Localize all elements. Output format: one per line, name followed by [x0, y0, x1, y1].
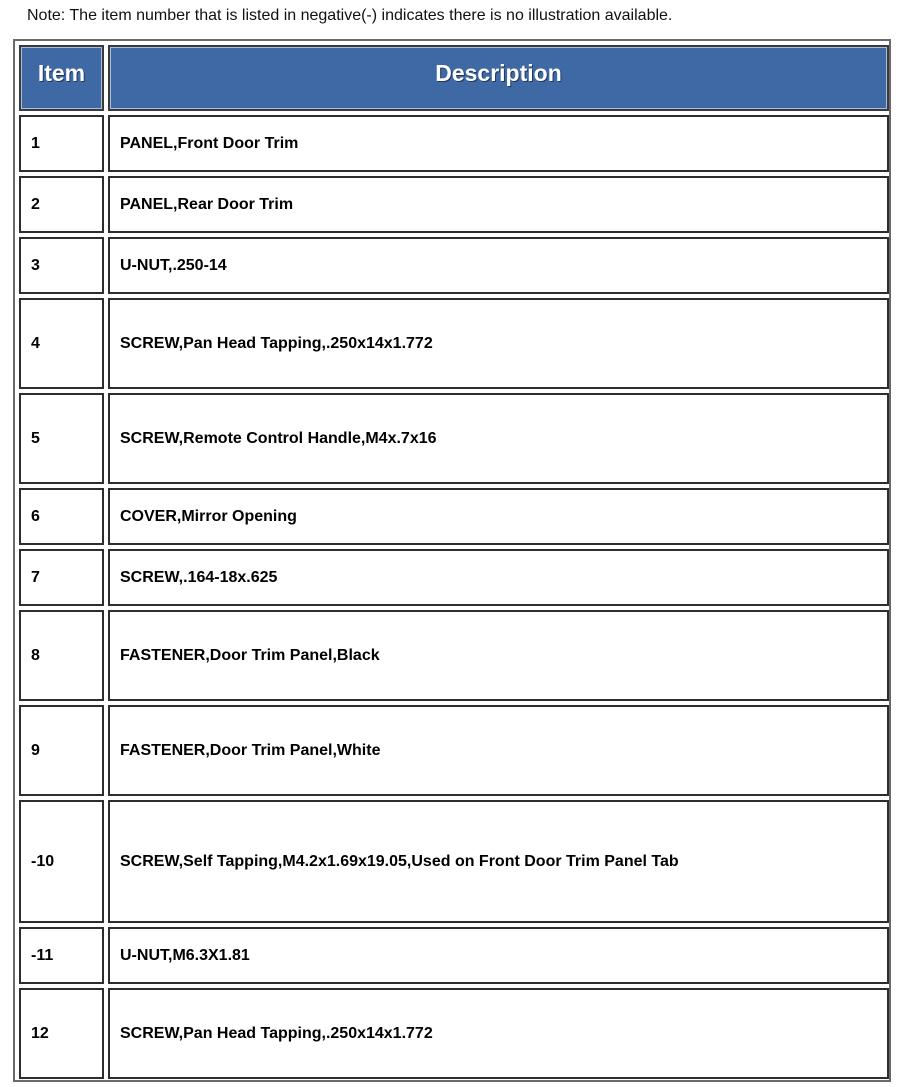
table-body	[19, 115, 889, 1079]
item-number-cell: 2	[19, 176, 104, 233]
description-cell: PANEL,Front Door Trim	[108, 115, 889, 172]
item-number-cell: 8	[19, 610, 104, 701]
table-row	[19, 237, 889, 294]
description-cell: COVER,Mirror Opening	[108, 488, 889, 545]
description-cell: SCREW,Pan Head Tapping,.250x14x1.772	[108, 988, 889, 1079]
note-text: Note: The item number that is listed in negative(-) indicates there is no illustration available.	[27, 7, 673, 24]
table-row	[19, 393, 889, 484]
description-cell: SCREW,Pan Head Tapping,.250x14x1.772	[108, 298, 889, 389]
item-number-cell: 4	[19, 298, 104, 389]
description-cell: SCREW,Remote Control Handle,M4x.7x16	[108, 393, 889, 484]
item-number-cell: 6	[19, 488, 104, 545]
table-row	[19, 705, 889, 796]
table-row	[19, 298, 889, 389]
table-row	[19, 927, 889, 984]
item-number-cell: 3	[19, 237, 104, 294]
table-row	[19, 549, 889, 606]
table-row	[19, 800, 889, 923]
table-row	[19, 176, 889, 233]
description-cell: PANEL,Rear Door Trim	[108, 176, 889, 233]
description-cell: U-NUT,M6.3X1.81	[108, 927, 889, 984]
parts-table-frame	[13, 39, 891, 1082]
item-number-cell: 5	[19, 393, 104, 484]
table-row	[19, 115, 889, 172]
description-cell: FASTENER,Door Trim Panel,White	[108, 705, 889, 796]
parts-table	[15, 41, 893, 1083]
table-row	[19, 488, 889, 545]
column-header-item: Item	[19, 45, 104, 111]
table-row	[19, 610, 889, 701]
column-header-description: Description	[108, 45, 889, 111]
item-number-cell: 7	[19, 549, 104, 606]
description-cell: FASTENER,Door Trim Panel,Black	[108, 610, 889, 701]
item-number-cell: 9	[19, 705, 104, 796]
description-cell: SCREW,Self Tapping,M4.2x1.69x19.05,Used on Front Door Trim Panel Tab	[108, 800, 889, 923]
item-number-cell: 1	[19, 115, 104, 172]
description-cell: SCREW,.164-18x.625	[108, 549, 889, 606]
item-number-cell: -11	[19, 927, 104, 984]
item-number-cell: -10	[19, 800, 104, 923]
table-header-row	[19, 45, 889, 111]
table-row	[19, 988, 889, 1079]
item-number-cell: 12	[19, 988, 104, 1079]
description-cell: U-NUT,.250-14	[108, 237, 889, 294]
